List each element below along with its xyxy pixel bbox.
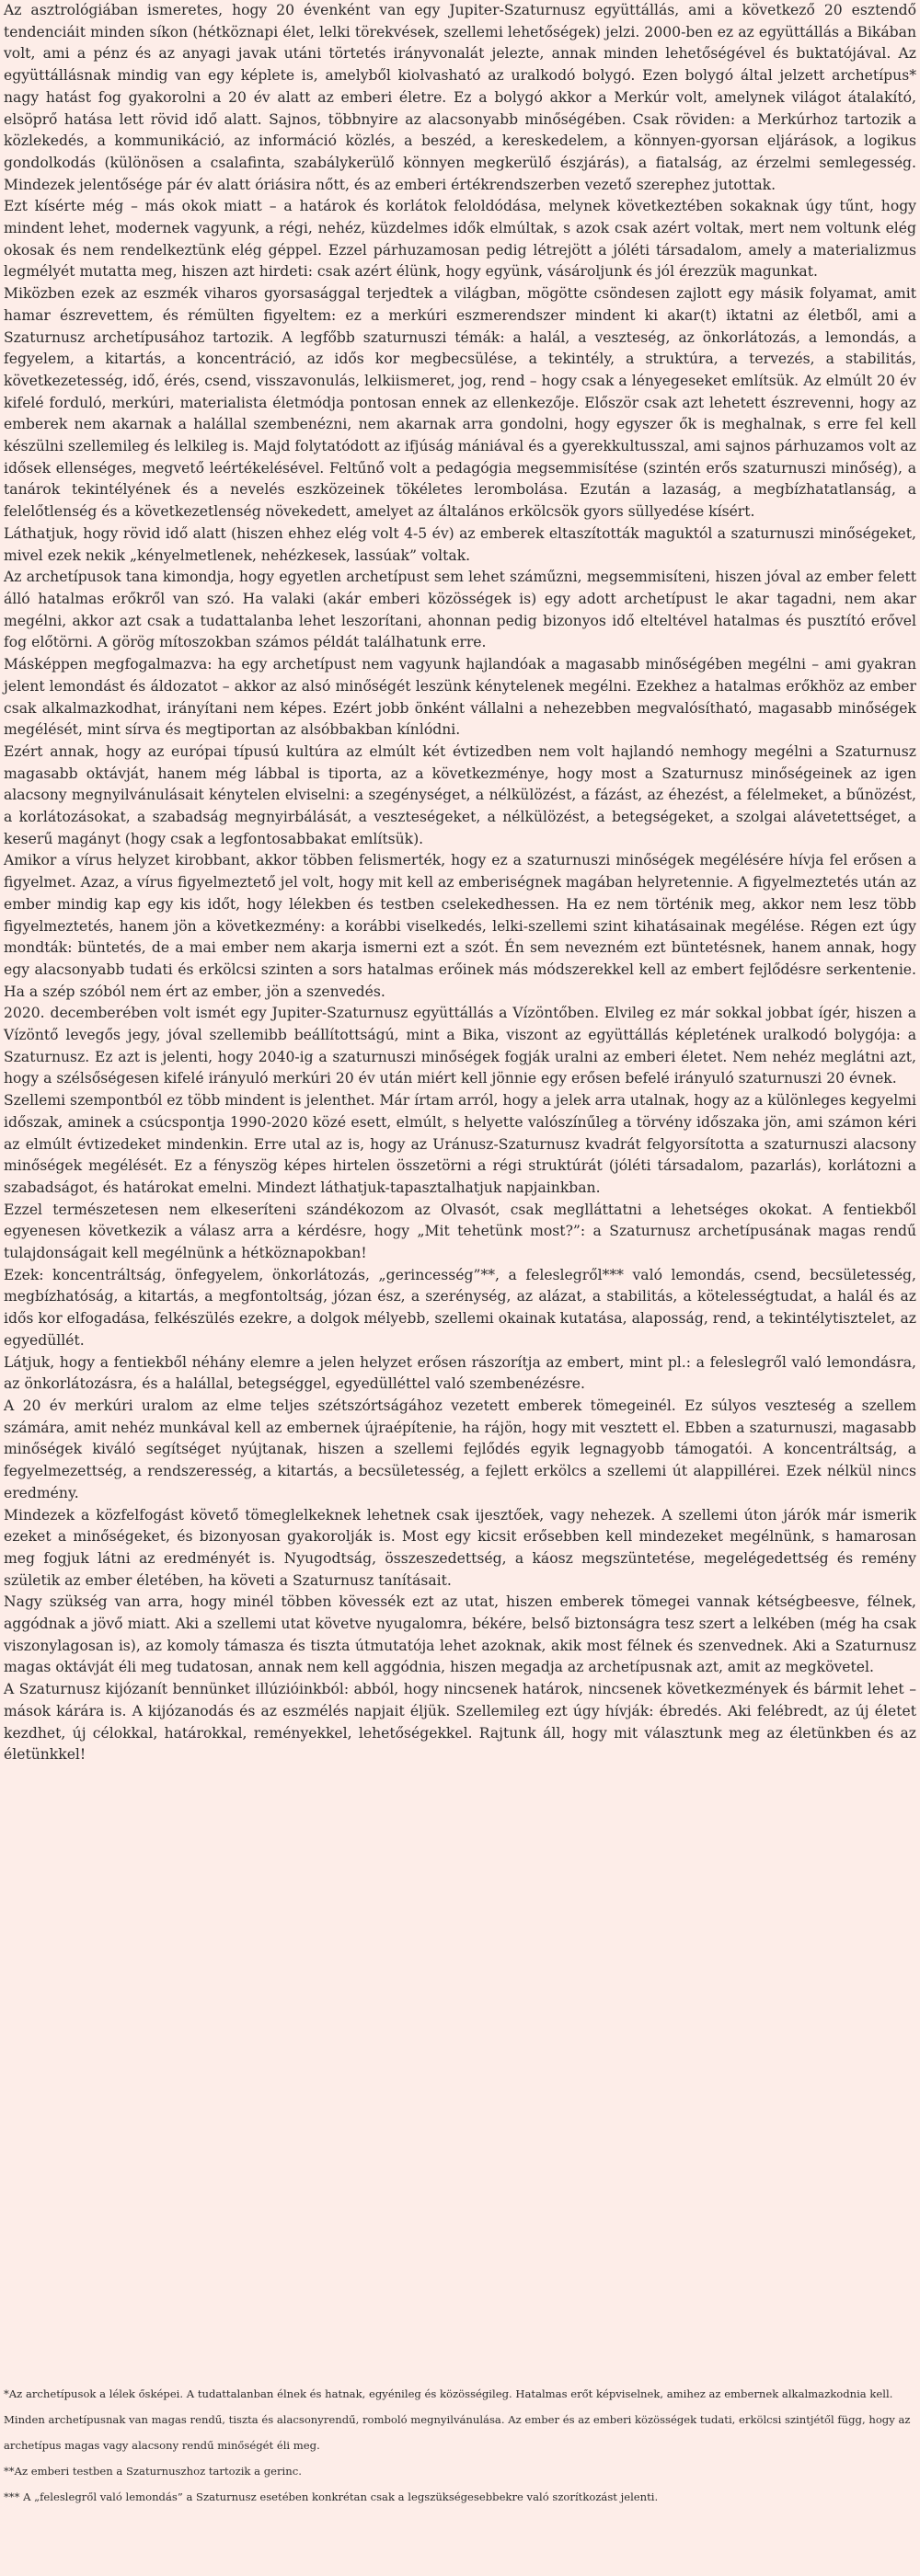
paragraph: Ezzel természetesen nem elkeseríteni szándékozom az Olvasót, csak meglláttatni a lehetséges okokat. A fentiekből egyenesen következik a válasz arra a kérdésre, hogy „Mit tehetünk most?”: a Szaturnusz archetípusának magas rendű tulajdonságait kell megélnünk a hétköznapokban!	[4, 1201, 916, 1262]
paragraph: Másképpen megfogalmazva: ha egy archetípust nem vagyunk hajlandóak a magasabb minőségében megélni – ami gyakran jelent lemondást és áldozatot – akkor az alsó minőségét leszünk kénytelenek megélni. Ezekhez a hatalmas erőkhöz az ember csak alkalmazkodhat, irányítani nem képes. Ezért jobb önként vállalni a nehezebben megvalósítható, magasabb minőségek megélését, mint sírva és megtiportan az alsóbbakban kínlódni.	[4, 656, 916, 739]
paragraph: Ezt kísérte még – más okok miatt – a határok és korlátok feloldódása, melynek következtében sokaknak úgy tűnt, hogy mindent lehet, modernek vagyunk, a régi, nehéz, küzdelmes idők elmúltak, s azok csak azért voltak, mert nem voltunk elég okosak és nem rendelkeztünk elég géppel. Ezzel párhuzamosan pedig létrejött a jóléti társadalom, amely a materializmus legmélyét mutatta meg, hiszen azt hirdeti: csak azért élünk, hogy együnk, vásároljunk és jól érezzük magunkat.	[4, 198, 916, 281]
paragraph: Szellemi szempontból ez több mindent is jelenthet. Már írtam arról, hogy a jelek arra utalnak, hogy az a különleges kegyelmi időszak, aminek a csúcspontja 1990-2020 közé esett, elmúlt, s helyette valószínűleg a törvény időszaka jön, ami számon kéri az elmúlt évtizedeket mindenkin. Erre utal az is, hogy az Uránusz-Szaturnusz kvadrát felgyorsította a szaturnuszi alacsony minőségek megélését. Ez a fényszög képes hirtelen összetörni a régi struktúrát (jóléti társadalom, pazarlás), korlátozni a szabadságot, és határokat emelni. Mindezt láthatjuk-tapasztalhatjuk napjainkban.	[4, 1092, 916, 1196]
paragraph: Ezek: koncentráltság, önfegyelem, önkorlátozás, „gerincesség”**, a feleslegről*** való lemondás, csend, becsületesség, megbízhatóság, a kitartás, a megfontoltság, józan ész, a szerénység, az alázat, a stabilitás, a kötelességtudat, a halál és az idős kor elfogadása, felkészülés ezekre, a dolgok mélyebb, szellemi okainak kutatása, alaposság, rend, a tekintélytisztelet, az egyedüllét.	[4, 1266, 916, 1349]
footnote: Minden archetípusnak van magas rendű, tiszta és alacsonyrendű, romboló megnyilvánulása. Az ember és az emberi közösségek tudati, erkölcsi szintjétől függ, hogy az archetípus magas vagy alacsony rendű minőségét éli meg.	[4, 2413, 911, 2452]
paragraph: Mindezek a közfelfogást követő tömeglelkeknek lehetnek csak ijesztőek, vagy nehezek. A szellemi úton járók már ismerik ezeket a minőségeket, és bizonyosan gyakorolják is. Most egy kicsit erősebben kell mindezeket megélnünk, s hamarosan meg fogjuk látni az eredményét is. Nyugodtság, összeszedettség, a káosz megszüntetése, megelégedettség és remény születik az ember életében, ha követi a Szaturnusz tanításait.	[4, 1506, 916, 1589]
article-body	[4, 0, 916, 1766]
paragraph: Ezért annak, hogy az európai típusú kultúra az elmúlt két évtizedben nem volt hajlandó nemhogy megélni a Szaturnusz magasabb oktávját, hanem még lábbal is tiporta, az a következménye, hogy most a Szaturnusz minőségeinek az igen alacsony megnyilvánulásait kénytelen elviselni: a szegénységet, a nélkülözést, a fázást, az éhezést, a félelmeket, a bűnözést, a korlátozásokat, a szabadság megnyirbálását, a veszteségeket, a nélkülözést, a betegségeket, a szolgai alávetettséget, a keserű magányt (hogy csak a legfontosabbakat említsük).	[4, 742, 916, 847]
paragraph: 2020. decemberében volt ismét egy Jupiter-Szaturnusz együttállás a Vízöntőben. Elvileg ez már sokkal jobbat ígér, hiszen a Vízöntő levegős jegy, jóval szellemibb beállítottságú, mint a Bika, viszont az együttállás képletének uralkodó bolygója: a Szaturnusz. Ez azt is jelenti, hogy 2040-ig a szaturnuszi minőségek fogják uralni az emberi életet. Nem nehéz meglátni azt, hogy a szélsőségesen kifelé irányuló merkúri 20 év után miért kell jönnie egy erősen befelé irányuló szaturnuszi 20 évnek.	[4, 1005, 916, 1087]
footnote: *** A „feleslegről való lemondás” a Szaturnusz esetében konkrétan csak a legszükségesebbekre való szorítkozást jelenti.	[4, 2490, 659, 2503]
paragraph: Nagy szükség van arra, hogy minél többen kövessék ezt az utat, hiszen emberek tömegei vannak kétségbeesve, félnek, aggódnak a jövő miatt. Aki a szellemi utat követve nyugalomra, békére, belső biztonságra tesz szert a lelkében (még ha csak viszonylagosan is), az komoly támasza és tiszta útmutatója lehet azoknak, akik most félnek és szenvednek. Aki a Szaturnusz magas oktávját éli meg tudatosan, annak nem kell aggódnia, hiszen megadja az archetípusnak azt, amit az megkövetel.	[4, 1593, 916, 1676]
paragraph: Láthatjuk, hogy rövid idő alatt (hiszen ehhez elég volt 4-5 év) az emberek eltaszították maguktól a szaturnuszi minőségeket, mivel ezek nekik „kényelmetlenek, nehézkesek, lassúak” voltak.	[4, 524, 916, 564]
paragraph: Látjuk, hogy a fentiekből néhány elemre a jelen helyzet erősen rászorítja az embert, mint pl.: a feleslegről való lemondásra, az önkorlátozásra, és a halállal, betegséggel, egyedülléttel való szembenézésre.	[4, 1353, 916, 1393]
footnote: **Az emberi testben a Szaturnuszhoz tartozik a gerinc.	[4, 2465, 302, 2478]
paragraph: Amikor a vírus helyzet kirobbant, akkor többen felismerték, hogy ez a szaturnuszi minőségek megélésére hívja fel erősen a figyelmet. Azaz, a vírus figyelmeztető jel volt, hogy mit kell az emberiségnek magában helyretennie. A figyelmeztetés után az ember mindig kap egy kis időt, hogy lélekben és testben cselekedhessen. Ha ez nem történik meg, akkor nem lesz több figyelmeztetés, hanem jön a következmény: a korábbi viselkedés, lelki-szellemi szint kihatásainak megélése. Régen ezt úgy mondták: büntetés, de a mai ember nem akarja ismerni ezt a szót. Én sem nevezném ezt büntetésnek, hanem annak, hogy egy alacsonyabb tudati és erkölcsi szinten a sors hatalmas erőinek más módszerekkel kell az embert fejlődésre serkentenie. Ha a szép szóból nem ért az ember, jön a szenvedés.	[4, 852, 916, 1000]
footnotes	[4, 2381, 916, 2510]
paragraph: Miközben ezek az eszmék viharos gyorsasággal terjedtek a világban, mögötte csöndesen zajlott egy másik folyamat, amit hamar észrevettem, és rémülten figyeltem: ez a merkúri eszmerendszer mindent ki akar(t) iktatni az életből, ami a Szaturnusz archetípusához tartozik. A legfőbb szaturnuszi témák: a halál, a veszteség, az önkorlátozás, a lemondás, a fegyelem, a kitartás, a koncentráció, az idős kor megbecsülése, a tekintély, a struktúra, a tervezés, a stabilitás, következetesség, idő, érés, csend, visszavonulás, lelkiismeret, jog, rend – hogy csak a lényegeseket említsük. Az elmúlt 20 év kifelé forduló, merkúri, materialista életmódja pontosan ennek az ellenkezője. Először csak azt lehetett észrevenni, hogy az emberek nem akarnak a halállal szembenézni, nem akarnak arra gondolni, hogy egyszer ők is meghalnak, s erre fel kell készülni szellemileg és lelkileg is. Majd folytatódott az ifjúság mániával és a gyerekkultusszal, ami sajnos párhuzamos volt az idősek ellenséges, megvető leértékelésével. Feltűnő volt a pedagógia megsemmisítése (szintén erős szaturnuszi minőség), a tanárok tekintélyének és a nevelés eszközeinek tökéletes lerombolása. Ezután a lazaság, a megbízhatatlanság, a felelőtlenség és a következetlenség növekedett, amelyet az általános erkölcsök gyors süllyedése kísért.	[4, 285, 916, 521]
footnote: *Az archetípusok a lélek ősképei. A tudattalanban élnek és hatnak, egyénileg és közösségileg. Hatalmas erőt képviselnek, amihez az embernek alkalmazkodnia kell.	[4, 2387, 893, 2400]
paragraph: Az asztrológiában ismeretes, hogy 20 évenként van egy Jupiter-Szaturnusz együttállás, ami a következő 20 esztendő tendenciáit minden síkon (hétköznapi élet, lelki törekvések, szellemi lehetőségek) jelzi. 2000-ben ez az együttállás a Bikában volt, ami a pénz és az anyagi javak utáni törtetés irányvonalát jelezte, annak minden lehetőségével és buktatójával. Az együttállásnak mindig van egy képlete is, amelyből kiolvasható az uralkodó bolygó. Ezen bolygó által jelzett archetípus* nagy hatást fog gyakorolni a 20 év alatt az emberi életre. Ez a bolygó akkor a Merkúr volt, amelynek világot átalakító, elsöprő hatása lett rövid idő alatt. Sajnos, többnyire az alacsonyabb minőségében. Csak röviden: a Merkúrhoz tartozik a közlekedés, a kommunikáció, az információ közlés, a beszéd, a kereskedelem, a könnyen-gyorsan eljárások, a logikus gondolkodás (különösen a csalafinta, szabálykerülő könnyen megkerülő észjárás), a fiatalság, az érzelmi semlegesség. Mindezek jelentősége pár év alatt óriásira nőtt, és az emberi értékrendszerben vezető szerephez jutottak.	[4, 2, 916, 193]
paragraph: A Szaturnusz kijózanít bennünket illúzióinkból: abból, hogy nincsenek határok, nincsenek következmények és bármit lehet – mások kárára is. A kijózanodás és az eszmélés napjait éljük. Szellemileg ezt úgy hívják: ébredés. Aki felébredt, az új életet kezdhet, új célokkal, határokkal, reményekkel, lehetőségekkel. Rajtunk áll, hogy mit választunk meg az életünkben és az életünkkel!	[4, 1681, 916, 1764]
paragraph: Az archetípusok tana kimondja, hogy egyetlen archetípust sem lehet száműzni, megsemmisíteni, hiszen jóval az ember felett álló hatalmas erőkről van szó. Ha valaki (akár emberi közösségek is) egy adott archetípust le akar tagadni, nem akar megélni, akkor azt csak a tudattalanba lehet leszorítani, ahonnan pedig bizonyos idő elteltével hatalmas és pusztító erővel fog előtörni. A görög mítoszokban számos példát találhatunk erre.	[4, 569, 916, 651]
paragraph: A 20 év merkúri uralom az elme teljes szétszórtságához vezetett emberek tömegeinél. Ez súlyos veszteség a szellem számára, amit nehéz munkával kell az embernek újraépítenie, ha rájön, hogy mit vesztett el. Ebben a szaturnuszi, magasabb minőségek kiváló segítséget nyújtanak, hiszen a szellemi fejlődés egyik legnagyobb támogatói. A koncentráltság, a fegyelmezettség, a rendszeresség, a kitartás, a becsületesség, a fejlett erkölcs a szellemi út alappillérei. Ezek nélkül nincs eredmény.	[4, 1397, 916, 1501]
